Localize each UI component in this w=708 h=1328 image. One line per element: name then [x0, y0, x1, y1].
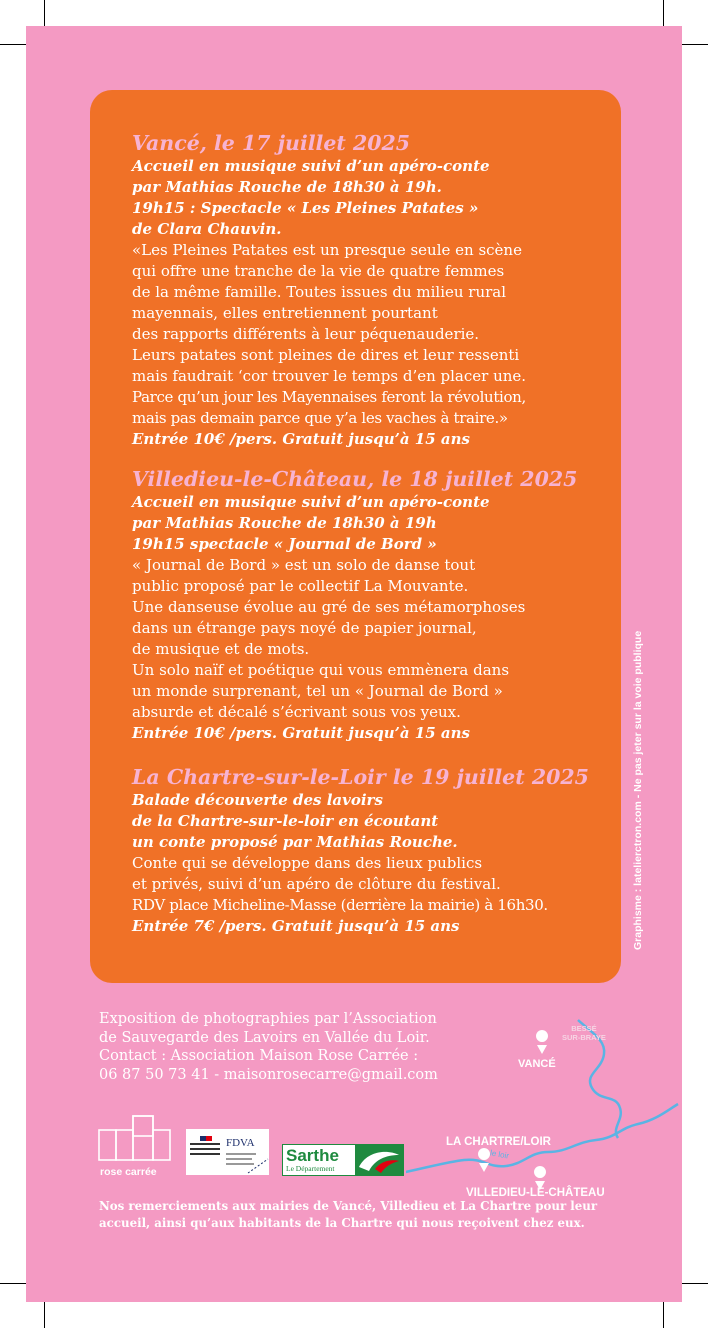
rose-carree-squares — [98, 1114, 184, 1164]
event-heading: Vancé, le 17 juillet 2025 — [132, 131, 411, 155]
rose-carree-logo — [98, 1114, 184, 1180]
fdva-logo — [186, 1129, 269, 1175]
event-la-chartre — [132, 764, 612, 937]
fdva-label: FDVA — [226, 1137, 255, 1149]
crop-mark — [44, 1302, 45, 1328]
event-line: et privés, suivi d’un apéro de clôture du festival. — [132, 875, 501, 893]
map-label-vance: VANCÉ — [518, 1058, 556, 1070]
exposition-info — [99, 1010, 438, 1084]
event-line: mais pas demain parce que y’a les vaches à traire.» — [132, 409, 508, 427]
event-line: qui offre une tranche de la vie de quatre femmes — [132, 262, 505, 280]
vance-pin — [536, 1030, 548, 1054]
expo-line: de Sauvegarde des Lavoirs en Vallée du Loir. — [99, 1029, 430, 1046]
thanks-line: accueil, ainsi qu’aux habitants de la Chartre qui nous reçoivent chez eux. — [99, 1216, 585, 1230]
event-line: de musique et de mots. — [132, 640, 310, 658]
event-line: des rapports différents à leur péquenauderie. — [132, 325, 480, 343]
event-line: « Journal de Bord » est un solo de danse tout — [132, 556, 476, 574]
event-line: 19h15 spectacle « Journal de Bord » — [132, 535, 437, 553]
event-line: Conte qui se développe dans des lieux publics — [132, 854, 483, 872]
crop-mark — [44, 0, 45, 26]
event-line: RDV place Micheline-Masse (derrière la mairie) à 16h30. — [132, 896, 548, 914]
thanks-line: Nos remerciements aux mairies de Vancé, Villedieu et La Chartre pour leur — [99, 1199, 598, 1213]
crop-mark — [663, 1302, 664, 1328]
event-line: Un solo naïf et poétique qui vous emmènera dans — [132, 661, 510, 679]
event-line: un conte proposé par Mathias Rouche. — [132, 833, 458, 851]
event-villedieu — [132, 466, 612, 744]
event-line: Parce qu’un jour les Mayennaises feront la révolution, — [132, 388, 526, 406]
event-line: mais faudrait ‘cor trouver le temps d’en placer une. — [132, 367, 527, 385]
event-price: Entrée 10€ /pers. Gratuit jusqu’à 15 ans — [132, 430, 470, 448]
event-line: par Mathias Rouche de 18h30 à 19h — [132, 514, 437, 532]
event-price: Entrée 10€ /pers. Gratuit jusqu’à 15 ans — [132, 724, 470, 742]
map-label-besse-line1: BESSÉ — [571, 1024, 597, 1033]
sarthe-sub-label: Le Département — [286, 1164, 335, 1173]
expo-line: 06 87 50 73 41 - maisonrosecarre@gmail.com — [99, 1066, 438, 1083]
event-vance — [132, 130, 612, 450]
event-line: «Les Pleines Patates est un presque seule en scène — [132, 241, 522, 259]
event-line: Une danseuse évolue au gré de ses métamorphoses — [132, 598, 526, 616]
program-card — [90, 90, 621, 983]
event-line: mayennais, elles entretiennent pourtant — [132, 304, 438, 322]
event-line: Accueil en musique suivi d’un apéro-conte — [132, 157, 490, 175]
map-label-besse — [562, 1024, 606, 1042]
expo-line: Exposition de photographies par l’Association — [99, 1011, 437, 1027]
rose-carree-label: rose carrée — [100, 1166, 157, 1178]
event-line: Accueil en musique suivi d’un apéro-conte — [132, 493, 490, 511]
crop-mark — [682, 1283, 708, 1284]
crop-mark — [0, 44, 26, 45]
event-line: Balade découverte des lavoirs — [132, 791, 383, 809]
flyer-page — [26, 26, 682, 1302]
event-line: absurde et décalé s’écrivant sous vos yeux. — [132, 703, 461, 721]
event-line: un monde surprenant, tel un « Journal de Bord » — [132, 682, 503, 700]
event-line: de la Chartre-sur-le-loir en écoutant — [132, 812, 439, 830]
expo-line: Contact : Association Maison Rose Carrée : — [99, 1048, 419, 1064]
crop-mark — [663, 0, 664, 26]
crop-mark — [682, 44, 708, 45]
sarthe-logo — [282, 1144, 404, 1176]
thanks-note — [99, 1198, 597, 1232]
map-label-villedieu: VILLEDIEU-LE-CHÂTEAU — [466, 1187, 605, 1199]
crop-mark — [0, 1283, 26, 1284]
sarthe-label: Sarthe — [286, 1146, 339, 1165]
event-line: Leurs patates sont pleines de dires et leur ressenti — [132, 346, 520, 364]
event-line: de la même famille. Toutes issues du milieu rural — [132, 283, 507, 301]
graphic-credit: Graphisme : latelierctron.com - Ne pas jeter sur la voie publique — [632, 630, 644, 950]
map-label-besse-line2: SUR-BRAYE — [562, 1033, 606, 1042]
route-map — [406, 992, 682, 1199]
map-label-loir: le loir — [489, 1148, 510, 1161]
event-price: Entrée 7€ /pers. Gratuit jusqu’à 15 ans — [132, 917, 460, 935]
map-drawing — [406, 992, 682, 1192]
map-label-chartre: LA CHARTRE/LOIR — [446, 1136, 551, 1148]
event-line: de Clara Chauvin. — [132, 220, 282, 238]
event-line: par Mathias Rouche de 18h30 à 19h. — [132, 178, 442, 196]
event-heading: Villedieu-le-Château, le 18 juillet 2025 — [132, 467, 578, 491]
event-line: dans un étrange pays noyé de papier journal, — [132, 619, 477, 637]
sarthe-emblem — [283, 1145, 403, 1175]
event-line: public proposé par le collectif La Mouvante. — [132, 577, 469, 595]
republique-francaise-emblem — [186, 1129, 269, 1175]
event-heading: La Chartre-sur-le-Loir le 19 juillet 2025 — [132, 765, 589, 789]
event-line: 19h15 : Spectacle « Les Pleines Patates » — [132, 199, 479, 217]
